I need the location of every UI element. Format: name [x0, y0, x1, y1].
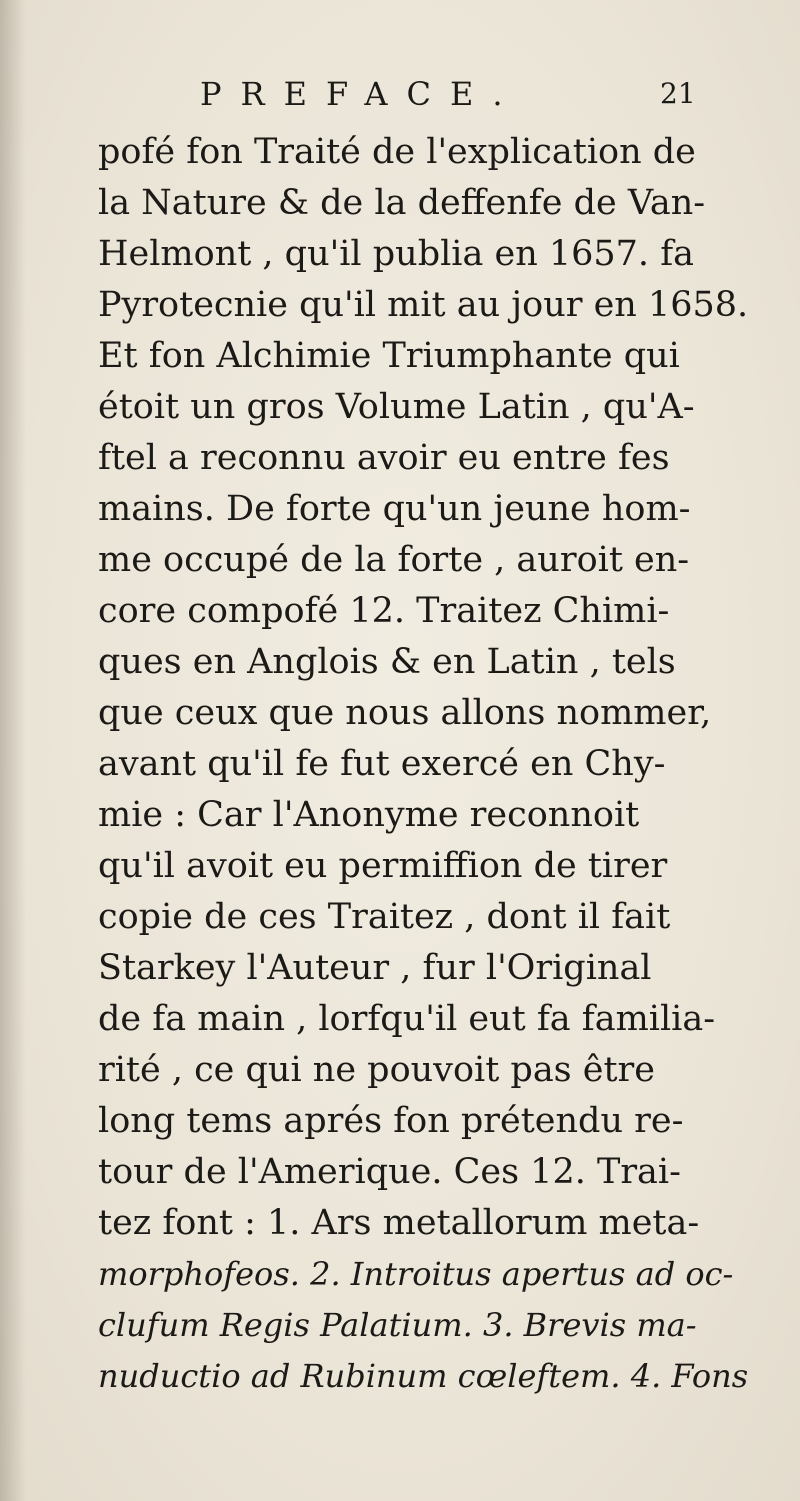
text-line: étoit un gros Volume Latin , qu'A- [98, 387, 695, 427]
text-line: Et fon Alchimie Triumphante qui [98, 336, 680, 376]
text-line: la Nature & de la deffenfe de Van- [98, 183, 706, 223]
text-line: long tems aprés fon prétendu re- [98, 1101, 684, 1141]
text-line: nuductio ad Rubinum cœleftem. 4. Fons [98, 1357, 749, 1395]
spine-shadow [0, 0, 26, 1501]
text-line: morphofeos. 2. Introitus apertus ad oc- [98, 1255, 734, 1293]
text-line: Helmont , qu'il publia en 1657. fa [98, 234, 695, 274]
text-line: rité , ce qui ne pouvoit pas être [98, 1050, 655, 1090]
text-line: mie : Car l'Anonyme reconnoit [98, 795, 640, 835]
text-line: tour de l'Amerique. Ces 12. Trai- [98, 1152, 681, 1192]
text-line: Starkey l'Auteur , fur l'Original [98, 948, 652, 988]
text-line: ftel a reconnu avoir eu entre fes [98, 438, 670, 478]
text-line: tez font : 1. Ars metallorum meta- [98, 1203, 700, 1243]
page-number: 21 [660, 77, 696, 110]
text-line: que ceux que nous allons nommer, [98, 693, 712, 733]
text-line: de fa main , lorfqu'il eut fa familia- [98, 999, 716, 1039]
text-line: qu'il avoit eu permiffion de tirer [98, 846, 668, 886]
text-line: avant qu'il fe fut exercé en Chy- [98, 744, 666, 784]
text-line: pofé fon Traité de l'explication de [98, 132, 696, 172]
text-line: ques en Anglois & en Latin , tels [98, 642, 676, 682]
text-line: copie de ces Traitez , dont il fait [98, 897, 671, 937]
text-line: core compofé 12. Traitez Chimi- [98, 591, 670, 631]
text-line: me occupé de la forte , auroit en- [98, 540, 690, 580]
text-line: Pyrotecnie qu'il mit au jour en 1658. [98, 285, 749, 325]
page-header [0, 74, 800, 114]
running-head: PREFACE. [200, 75, 522, 113]
text-line: clufum Regis Palatium. 3. Brevis ma- [98, 1306, 697, 1344]
text-line: mains. De forte qu'un jeune hom- [98, 489, 691, 529]
